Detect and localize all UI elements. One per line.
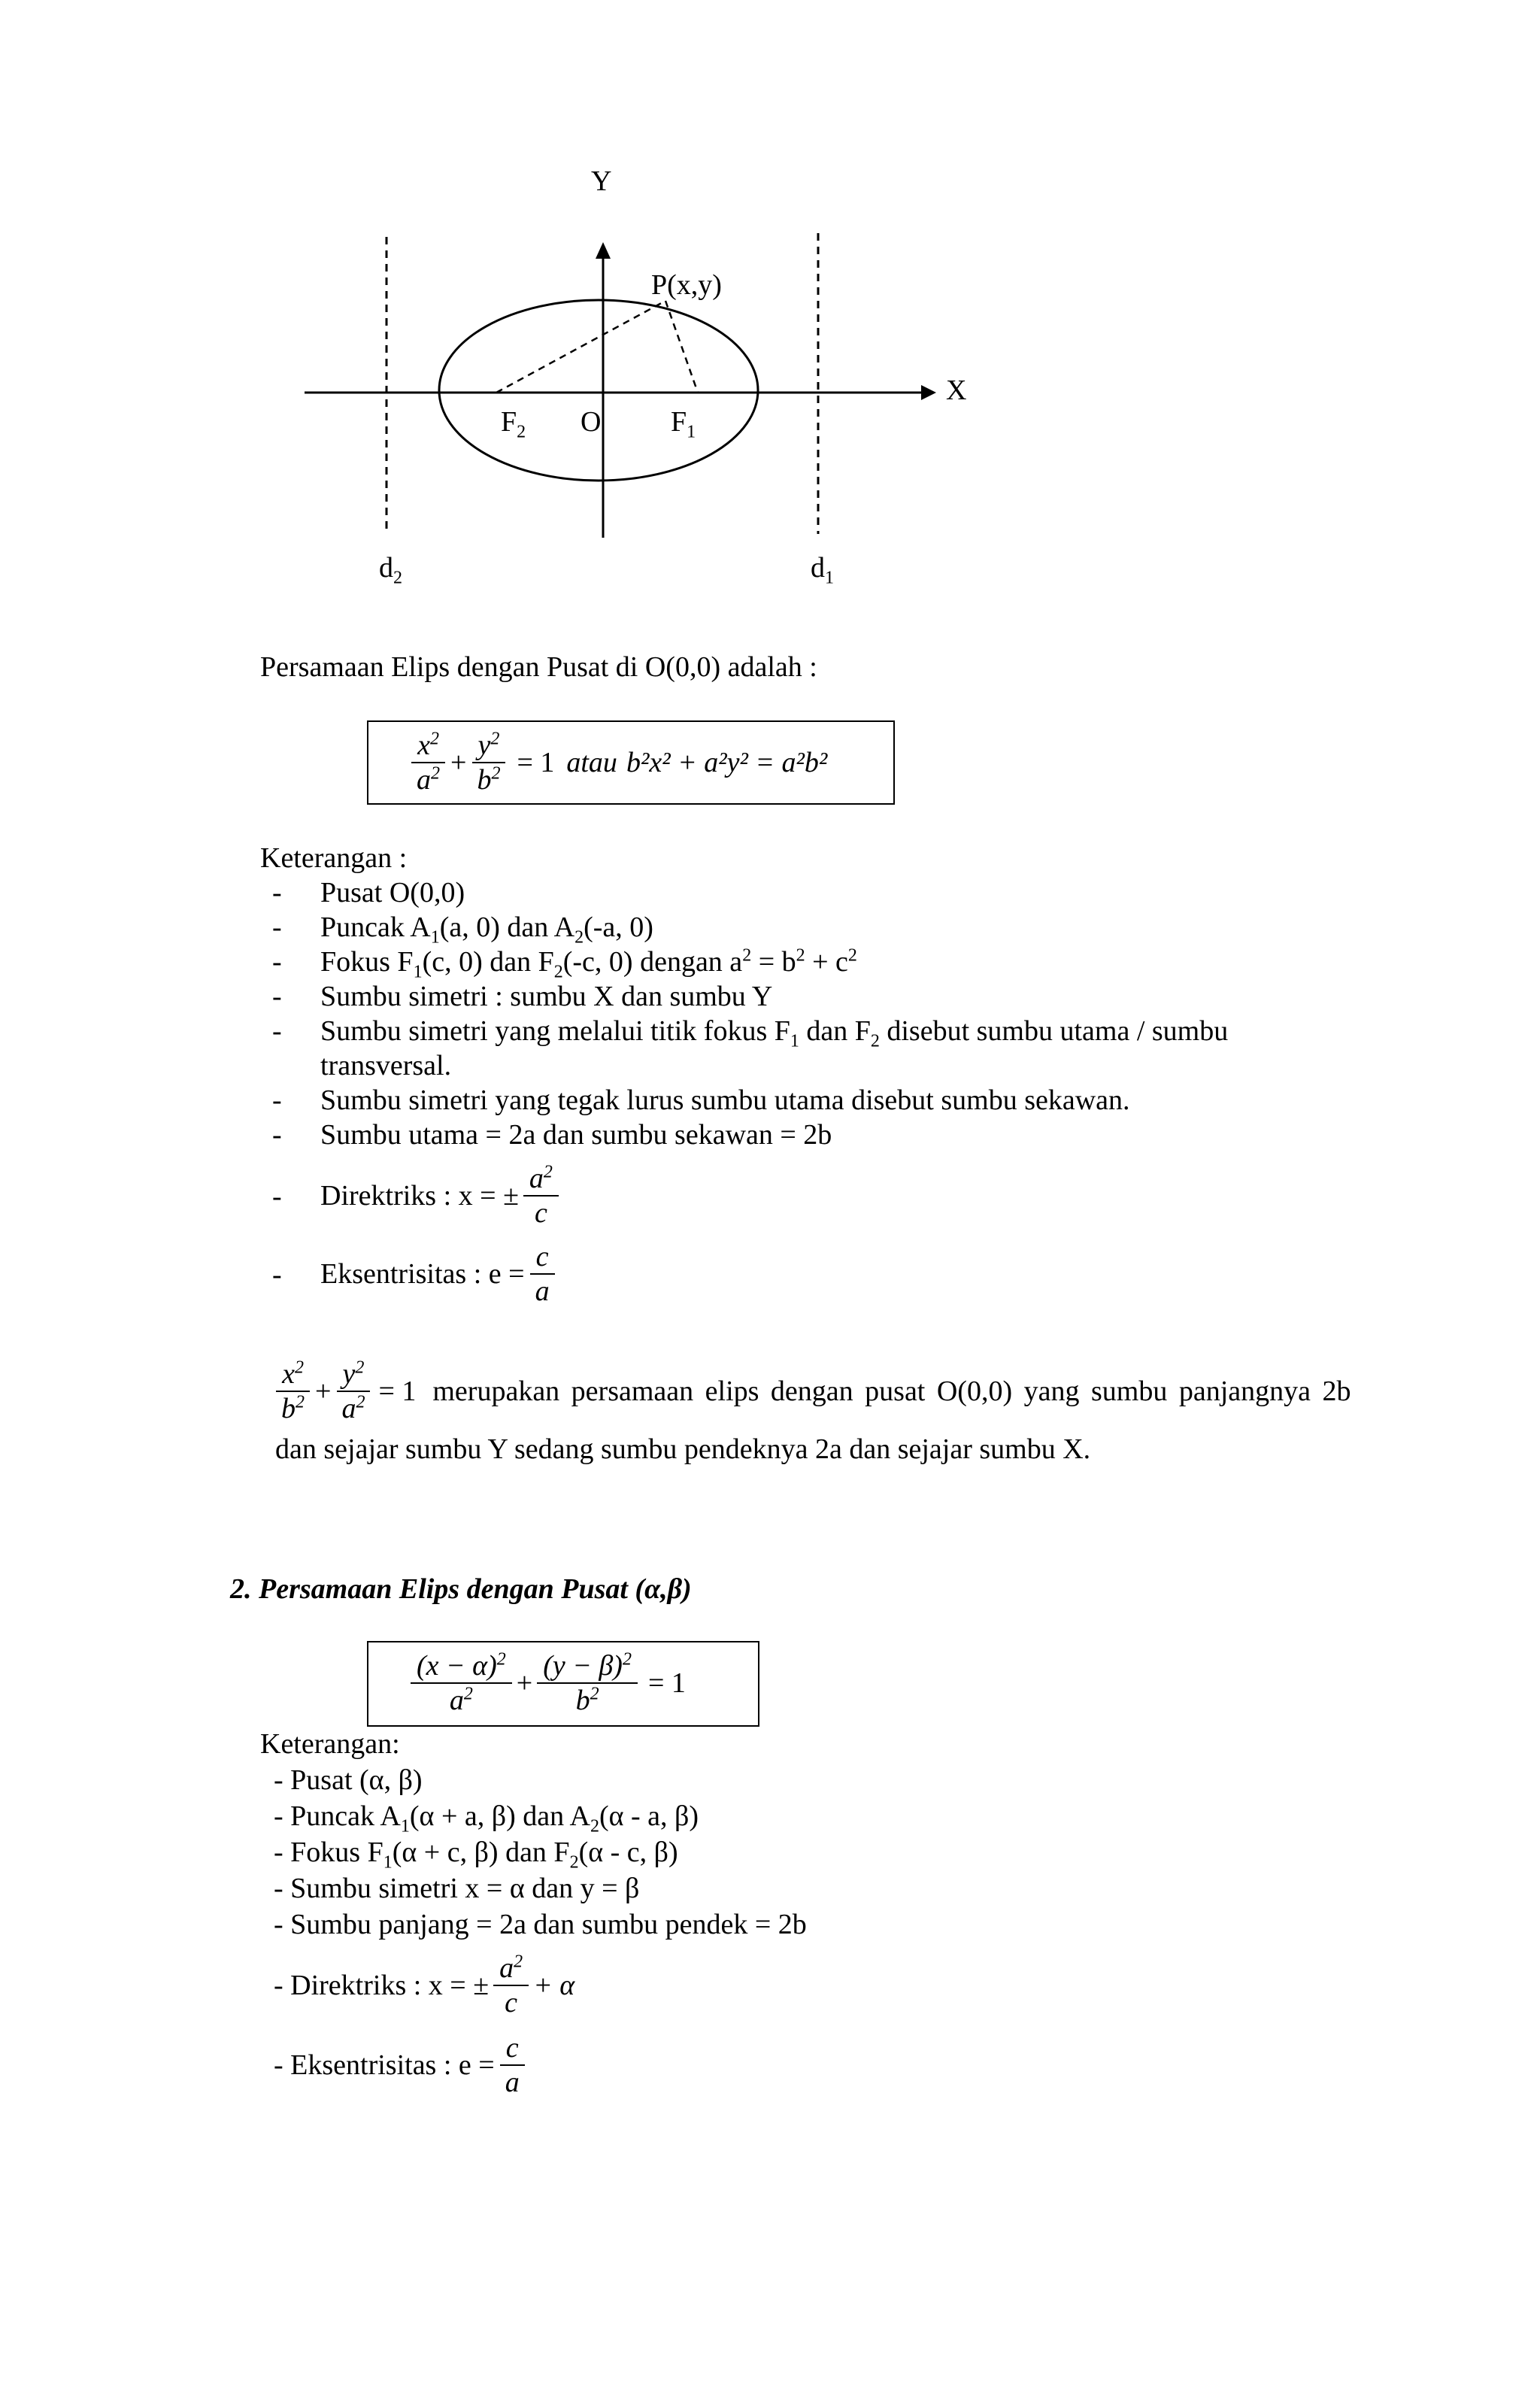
note-text-line2: dan sejajar sumbu Y sedang sumbu pendeknya 2a dan sejajar sumbu X. [275, 1433, 1091, 1465]
dash: - [272, 911, 282, 943]
label-focus-f2: $F_2$ [501, 406, 526, 442]
keterangan-label-2: Keterangan: [260, 1728, 400, 1760]
formula1-rhs: b²x² + a²y² = a²b² [626, 747, 828, 778]
item-puncak: Puncak $A_1(a$, 0) dan $A_2(-a$, 0) [320, 911, 653, 948]
equals: = 1 [647, 1667, 686, 1699]
s2-item-puncak: - Puncak $A_1(\alpha + a$, β) dan $A_2(\alpha$ - a, β) [274, 1800, 699, 1837]
item-sumbu-utama-def: Sumbu simetri yang melalui titik fokus $F_1$ dan $F_2$ disebut sumbu utama / sumbu [320, 1015, 1229, 1051]
dash: - [272, 981, 282, 1012]
item-sumbu-utama-length: Sumbu utama = 2a dan sumbu sekawan = 2b [320, 1119, 832, 1151]
focal-line-f1-p [665, 301, 698, 393]
label-y: Y [591, 165, 612, 197]
note-frac-x: $\frac{x^2}{b^2}$ [275, 1359, 311, 1424]
dash: - [272, 946, 282, 978]
keterangan-label-1: Keterangan : [260, 842, 408, 874]
item-sumbu-utama-def-cont: transversal. [320, 1050, 452, 1081]
s2-item-fokus: - Fokus $F_1(\alpha + c$, β) dan $F_2(\alpha$ - c, β) [274, 1837, 678, 1873]
dash: - [272, 1084, 282, 1116]
formula-1 [406, 725, 827, 800]
item-sumbu-simetri: Sumbu simetri : sumbu X dan sumbu Y [320, 981, 773, 1012]
x-axis-arrow-icon [921, 385, 936, 400]
dash: - [272, 1119, 282, 1151]
equals: = 1 [517, 747, 555, 778]
s2-item-pusat: - Pusat (α, β) [274, 1764, 423, 1796]
note-formula: $\frac{x^2}{b^2}$ + $\frac{y^2}{a^2}$ = 1 merupakan persamaan elips dengan pusat O(0,0) yang sumbu panjangnya 2b [271, 1354, 1351, 1429]
item-fokus: Fokus $F_1(c$, 0) dan $F_2(-c$, 0) dengan $a^2 = b^2 + c^2$ [320, 945, 857, 982]
s2-item-eksentrisitas: - Eksentrisitas : e = $\frac{c}{a}$ [274, 2028, 530, 2103]
item-pusat: Pusat O(0,0) [320, 877, 465, 908]
formula1-frac-x: $\frac{x^2}{a^2}$ [411, 730, 446, 795]
item-eksentrisitas: Eksentrisitas : e = $\frac{c}{a}$ [320, 1236, 560, 1312]
item-sumbu-sekawan-def: Sumbu simetri yang tegak lurus sumbu utama disebut sumbu sekawan. [320, 1084, 1130, 1116]
label-x: X [946, 375, 967, 406]
ellipse-shape [439, 300, 758, 481]
formula-2 [406, 1645, 686, 1721]
dash: - [272, 1181, 282, 1212]
s2-item-sumbu-simetri: - Sumbu simetri x = α dan y = β [274, 1873, 640, 1904]
atau-word: atau [566, 747, 617, 778]
s2-item-direktriks: - Direktriks : x = ± $\frac{a^2}{c}$ + α [274, 1952, 575, 2019]
dash: - [272, 1015, 282, 1047]
formula2-frac-y: $\frac{(y - \beta)^2}{b^2}$ [537, 1651, 638, 1715]
s2-direktriks-frac: $\frac{a^2}{c}$ [493, 1953, 529, 2018]
focal-line-f2-p [496, 301, 665, 393]
section1-intro: Persamaan Elips dengan Pusat di O(0,0) adalah : [260, 651, 817, 683]
section2-heading: 2. Persamaan Elips dengan Pusat (α,β) [230, 1573, 692, 1605]
eksentrisitas-frac: $\frac{c}{a}$ [529, 1242, 556, 1306]
ellipse-diagram [0, 0, 1540, 617]
plus-sign: + [450, 747, 467, 778]
label-focus-f1: $F_1$ [671, 406, 696, 442]
label-point-p: P(x,y) [651, 269, 722, 301]
formula2-frac-x: $\frac{(x - \alpha)^2}{a^2}$ [411, 1651, 512, 1715]
dash: - [272, 1259, 282, 1291]
plus-sign: + [516, 1667, 533, 1699]
s2-item-sumbu-panjang: - Sumbu panjang = 2a dan sumbu pendek = 2b [274, 1909, 807, 1940]
formula1-frac-y: $\frac{y^2}{b^2}$ [471, 730, 506, 795]
direktriks-frac: $\frac{a^2}{c}$ [523, 1163, 559, 1228]
note-text-line1: merupakan persamaan elips dengan pusat O(0,0) yang sumbu panjangnya 2b [432, 1376, 1351, 1407]
dash: - [272, 877, 282, 908]
s2-eksentrisitas-frac: $\frac{c}{a}$ [499, 2033, 526, 2097]
note-frac-y: $\frac{y^2}{a^2}$ [335, 1359, 371, 1424]
item-direktriks: Direktriks : x = ± $\frac{a^2}{c}$ [320, 1158, 563, 1233]
label-d1: $d_1$ [811, 552, 834, 588]
label-origin-o: O [581, 406, 602, 438]
label-d2: $d_2$ [379, 552, 402, 588]
y-axis-arrow-icon [596, 242, 611, 259]
